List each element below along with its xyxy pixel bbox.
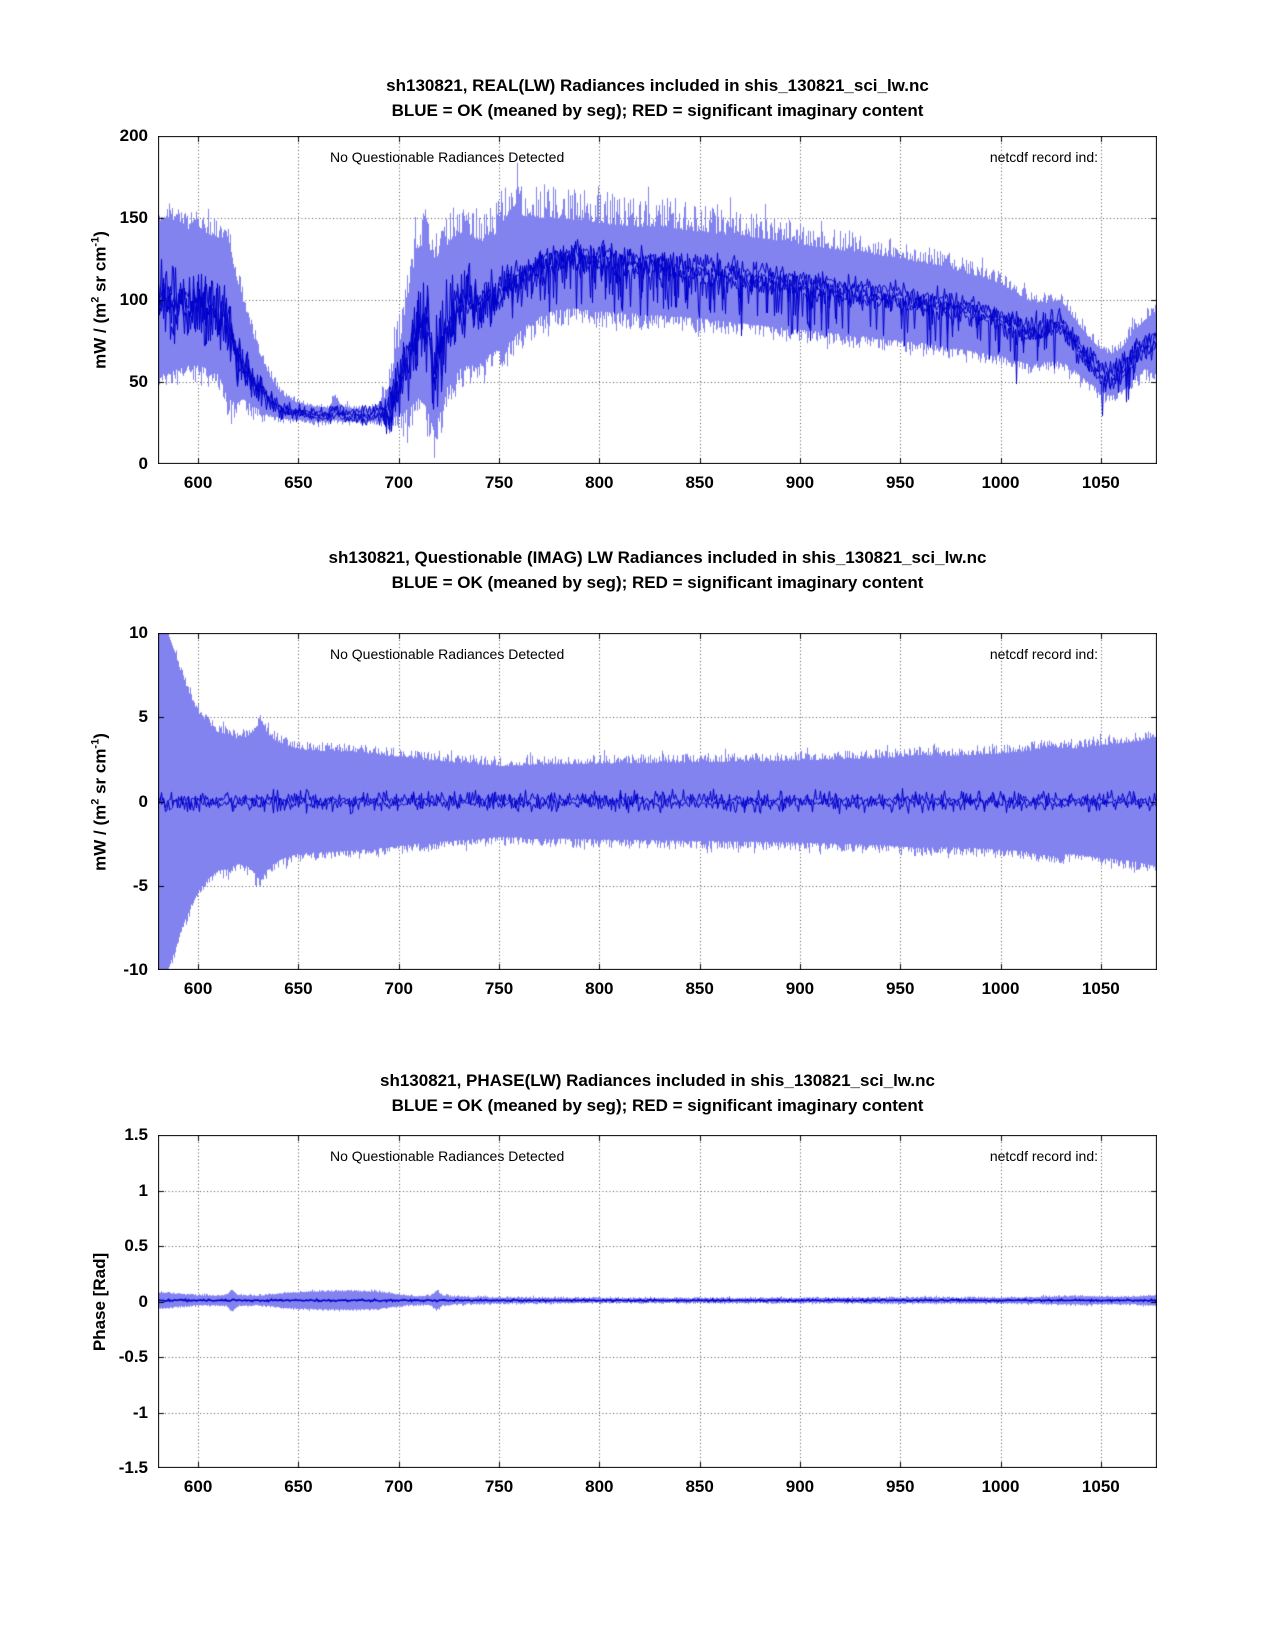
x-tick-label: 1050 bbox=[1081, 979, 1120, 998]
imag-radiances-plot bbox=[89, 548, 1157, 998]
chart-subtitle: BLUE = OK (meaned by seg); RED = significant imaginary content bbox=[391, 1096, 924, 1115]
x-tick-label: 950 bbox=[886, 1477, 915, 1496]
x-tick-label: 600 bbox=[183, 979, 213, 998]
phase-plot-canvas bbox=[158, 1135, 1157, 1468]
x-tick-label: 750 bbox=[484, 473, 514, 492]
y-tick-label: 10 bbox=[129, 623, 148, 642]
y-axis-label: mW / ($m^2$ sr $cm^{-1}$) bbox=[89, 732, 110, 871]
x-tick-label: 1050 bbox=[1081, 1477, 1120, 1496]
y-tick-label: -10 bbox=[123, 960, 148, 979]
real-plot-canvas bbox=[158, 136, 1157, 464]
x-tick-label: 1050 bbox=[1081, 473, 1120, 492]
x-tick-label: 700 bbox=[384, 1477, 413, 1496]
y-tick-label: 150 bbox=[119, 208, 148, 227]
x-tick-label: 850 bbox=[685, 979, 714, 998]
no-questionable-radiances-annotation: No Questionable Radiances Detected bbox=[330, 646, 565, 662]
y-tick-label: 0 bbox=[138, 1291, 148, 1311]
chart-subtitle: BLUE = OK (meaned by seg); RED = significant imaginary content bbox=[391, 101, 924, 120]
imag-plot-canvas bbox=[158, 633, 1157, 970]
y-axis-label: mW / ($m^2$ sr $cm^{-1}$) bbox=[89, 231, 110, 369]
y-tick-label: -0.5 bbox=[118, 1347, 148, 1366]
no-questionable-radiances-annotation: No Questionable Radiances Detected bbox=[330, 149, 565, 165]
x-tick-label: 600 bbox=[183, 1477, 213, 1496]
x-tick-label: 950 bbox=[886, 473, 915, 492]
x-tick-label: 650 bbox=[284, 473, 313, 492]
y-tick-label: -1 bbox=[132, 1402, 148, 1422]
y-tick-label: 0 bbox=[138, 791, 148, 811]
chart-title: sh130821, Questionable (IMAG) LW Radiances included in shis_130821_sci_lw.nc bbox=[328, 548, 987, 567]
no-questionable-radiances-annotation: No Questionable Radiances Detected bbox=[330, 1148, 565, 1164]
y-tick-label: -5 bbox=[132, 875, 148, 895]
x-tick-label: 900 bbox=[785, 1477, 815, 1496]
y-tick-label: 200 bbox=[119, 126, 148, 145]
x-tick-label: 1000 bbox=[981, 979, 1020, 998]
x-tick-label: 700 bbox=[384, 473, 413, 492]
x-tick-label: 800 bbox=[585, 1477, 614, 1496]
netcdf-record-annotation: netcdf record ind: bbox=[989, 149, 1098, 165]
y-tick-label: 5 bbox=[138, 707, 148, 727]
x-tick-label: 850 bbox=[685, 473, 714, 492]
x-tick-label: 1000 bbox=[981, 473, 1020, 492]
chart-subtitle: BLUE = OK (meaned by seg); RED = significant imaginary content bbox=[391, 573, 924, 592]
y-tick-label: -1.5 bbox=[118, 1458, 148, 1477]
netcdf-record-annotation: netcdf record ind: bbox=[989, 646, 1098, 662]
chart-title: sh130821, PHASE(LW) Radiances included in shis_130821_sci_lw.nc bbox=[380, 1071, 935, 1090]
x-tick-label: 650 bbox=[284, 979, 313, 998]
y-tick-label: 0 bbox=[138, 454, 148, 473]
y-tick-label: 50 bbox=[129, 372, 148, 391]
y-tick-label: 1 bbox=[138, 1180, 148, 1200]
y-tick-label: 0.5 bbox=[124, 1236, 148, 1255]
x-tick-label: 900 bbox=[785, 979, 815, 998]
x-tick-label: 750 bbox=[484, 1477, 514, 1496]
y-axis-label: Phase [Rad] bbox=[90, 1252, 109, 1351]
x-tick-label: 750 bbox=[484, 979, 514, 998]
real-radiances-plot bbox=[89, 76, 1157, 492]
x-tick-label: 700 bbox=[384, 979, 413, 998]
chart-title: sh130821, REAL(LW) Radiances included in shis_130821_sci_lw.nc bbox=[386, 76, 929, 95]
x-tick-label: 1000 bbox=[981, 1477, 1020, 1496]
x-tick-label: 800 bbox=[585, 473, 614, 492]
x-tick-label: 900 bbox=[785, 473, 815, 492]
y-tick-label: 1.5 bbox=[124, 1125, 148, 1144]
x-tick-label: 600 bbox=[183, 473, 213, 492]
x-tick-label: 650 bbox=[284, 1477, 313, 1496]
x-tick-label: 850 bbox=[685, 1477, 714, 1496]
phase-plot bbox=[90, 1071, 1157, 1496]
netcdf-record-annotation: netcdf record ind: bbox=[989, 1148, 1098, 1164]
x-tick-label: 950 bbox=[886, 979, 915, 998]
x-tick-label: 800 bbox=[585, 979, 614, 998]
y-tick-label: 100 bbox=[119, 290, 148, 309]
